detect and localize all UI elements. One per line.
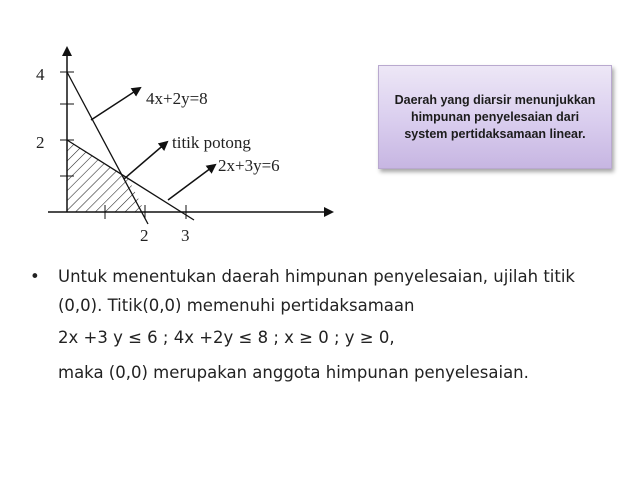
label-titik-potong: titik potong (172, 133, 251, 152)
callout-text: Daerah yang diarsir menunjukkan himpunan penyelesaian dari system pertidaksamaan linear. (394, 92, 596, 141)
callout-box (378, 65, 612, 169)
bullet-text: Untuk menentukan daerah himpunan penyelesaian, ujilah titik (0,0). Titik(0,0) memenuhi pertidaksamaan (58, 267, 575, 315)
x-tick-label-3: 3 (181, 226, 190, 245)
linear-program-graph (0, 0, 360, 250)
arrow-to-intersection (124, 142, 167, 179)
inequality-line: 2x +3 y ≤ 6 ; 4x +2y ≤ 8 ; x ≥ 0 ; y ≥ 0, (58, 328, 395, 347)
y-tick-label-4: 4 (36, 65, 45, 84)
shaded-region (67, 140, 145, 212)
label-4x-2y-8: 4x+2y=8 (146, 89, 208, 108)
label-2x-3y-6: 2x+3y=6 (218, 156, 280, 175)
arrow-to-2x-3y-line (168, 165, 215, 200)
bullet-icon: • (30, 267, 40, 286)
y-tick-label-2: 2 (36, 133, 45, 152)
conclusion-line: maka (0,0) merupakan anggota himpunan penyelesaian. (58, 363, 529, 382)
bullet-paragraph (30, 262, 620, 320)
main-text (30, 262, 620, 387)
x-tick-label-2: 2 (140, 226, 149, 245)
arrow-to-4x-2y-line (91, 88, 140, 120)
